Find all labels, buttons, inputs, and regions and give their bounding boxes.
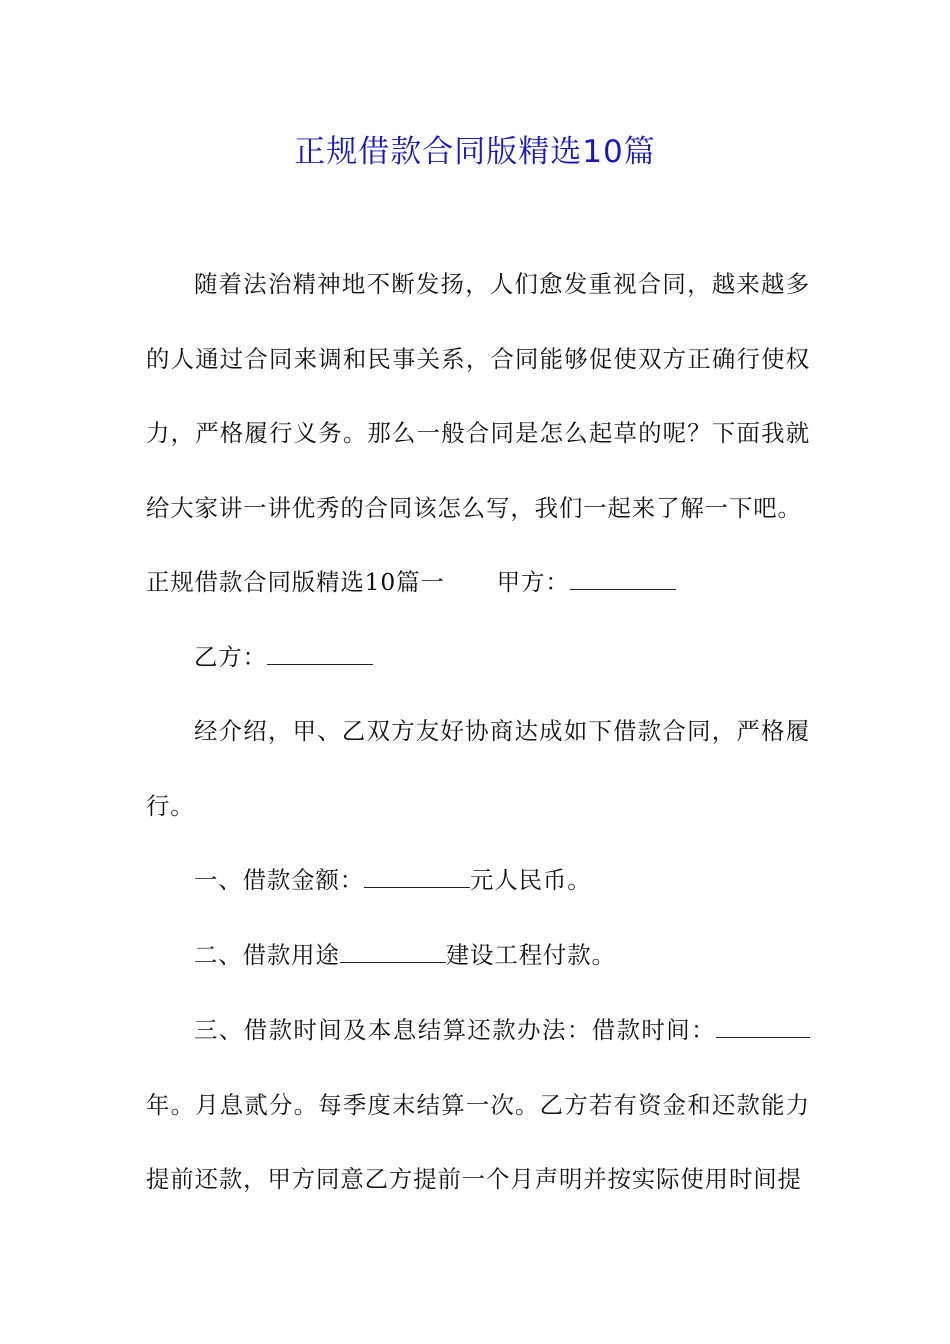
party-b-label: 乙方： <box>194 643 267 671</box>
clause-2-suffix: 建设工程付款。 <box>445 941 616 969</box>
loan-term-blank[interactable] <box>716 1014 810 1038</box>
clause-3-suffix: 年。月息贰分。每季度末结算一次。乙方若有资金和还款能力提前还款，甲方同意乙方提前一个月声明并按实际使用时间提 <box>146 1090 810 1193</box>
clause-3 <box>146 993 810 1217</box>
party-a-blank[interactable] <box>570 566 676 590</box>
clause-2-prefix: 二、借款用途 <box>194 941 340 969</box>
document-title: 正规借款合同版精选10篇 <box>294 134 656 170</box>
clause-1-prefix: 一、借款金额： <box>194 866 365 894</box>
intro-paragraph: 随着法治精神地不断发扬，人们愈发重视合同，越来越多的人通过合同来调和民事关系，合同能够促使双方正确行使权力，严格履行义务。那么一般合同是怎么起草的呢？下面我就给大家讲一讲优秀的合同该怎么写，我们一起来了解一下吧。 <box>146 270 810 522</box>
loan-amount-blank[interactable] <box>364 864 470 888</box>
clause-2 <box>146 918 810 993</box>
party-b-line <box>146 620 810 695</box>
clause-1-suffix: 元人民币。 <box>470 866 592 894</box>
party-a-label: 甲方： <box>496 568 570 596</box>
loan-purpose-blank[interactable] <box>340 939 446 963</box>
clause-1 <box>146 843 810 918</box>
section-heading-line <box>146 545 810 620</box>
preamble-paragraph: 经介绍，甲、乙双方友好协商达成如下借款合同，严格履行。 <box>146 717 810 820</box>
party-b-blank[interactable] <box>267 641 373 665</box>
section-heading: 正规借款合同版精选10篇一 <box>146 568 445 596</box>
clause-3-prefix: 三、借款时间及本息结算还款办法：借款时间： <box>194 1016 716 1044</box>
